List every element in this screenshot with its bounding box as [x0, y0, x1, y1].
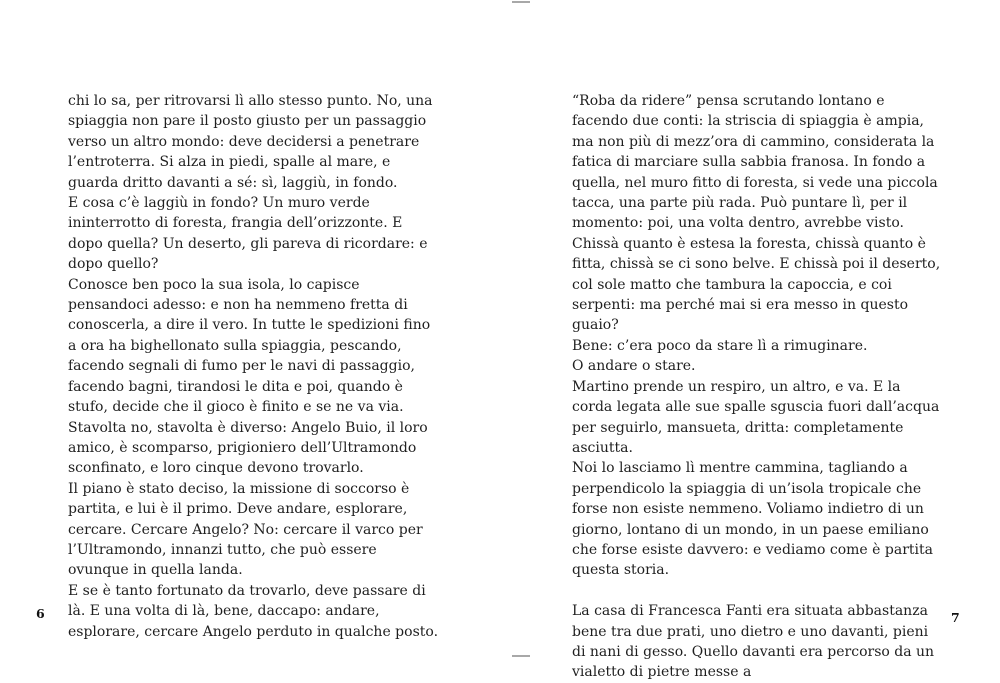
- trim-mark-top: [512, 1, 530, 3]
- paragraph: “Roba da ridere” pensa scrutando lontano e facendo due conti: la striscia di spiaggia è ampia, ma non più di mezz’ora di cammino, considerata la fatica di marciare sulla sabbia franosa. In fondo a quella, nel muro fitto di foresta, si vede una piccola tacca, una parte più rada. Può puntare lì, per il momento: poi, una volta dentro, avrebbe visto. Chissà quanto è estesa la foresta, chissà quanto è fitta, chissà se ci sono belve. E chissà poi il deserto, col sole matto che tambura la capoccia, e coi serpenti: ma perché mai si era messo in questo guaio?: [572, 93, 941, 334]
- paragraph: E se è tanto fortunato da trovarlo, deve passare di là. E una volta di là, bene, daccapo: andare, esplorare, cercare Angelo perduto in qualche posto.: [68, 582, 439, 640]
- paragraph: E cosa c’è laggiù in fondo? Un muro verde ininterrotto di foresta, frangia dell’orizzonte. E dopo quella? Un deserto, gli pareva di ricordare: e dopo quello?: [68, 195, 428, 273]
- left-page-text: [68, 91, 440, 642]
- paragraph: O andare o stare.: [572, 358, 696, 375]
- paragraph: Conosce ben poco la sua isola, lo capisce pensandoci adesso: e non ha nemmeno fretta di conoscerla, a dire il vero. In tutte le spedizioni fino a ora ha bighellonato sulla spiaggia, pescando, facendo segnali di fumo per le navi di passaggio, facendo bagni, tirandosi le dita e poi, quando è stufo, decide che il gioco è finito e se ne va via. Stavolta no, stavolta è diverso: Angelo Buio, il loro amico, è scomparso, prigioniero dell’Ultramondo sconfinato, e loro cinque devono trovarlo.: [68, 276, 431, 477]
- paragraph: La casa di Francesca Fanti era situata abbastanza bene tra due prati, uno dietro e uno davanti, pieni di nani di gesso. Quello davanti era percorso da un vialetto di pietre messe a: [572, 603, 935, 681]
- paragraph: Il piano è stato deciso, la missione di soccorso è partita, e lui è il primo. Deve andare, esplorare, cercare. Cercare Angelo? No: cercare il varco per l’Ultramondo, innanzi tutto, che può essere ovunque in quella landa.: [68, 480, 423, 579]
- paragraph: Noi lo lasciamo lì mentre cammina, tagliando a perpendicolo la spiaggia di un’isola tropicale che forse non esiste nemmeno. Voliamo indietro di un giorno, lontano di un mondo, in un paese emiliano che forse esiste davvero: e vediamo come è partita questa storia.: [572, 460, 933, 579]
- paragraph: Bene: c’era poco da stare lì a rimuginare.: [572, 337, 868, 354]
- right-page-text: [572, 91, 944, 683]
- page-number-left: 6: [36, 606, 45, 621]
- trim-mark-bottom: [512, 655, 530, 657]
- paragraph: [572, 581, 944, 601]
- paragraph: Martino prende un respiro, un altro, e va. E la corda legata alle sue spalle sguscia fuori dall’acqua per seguirlo, mansueta, dritta: completamente asciutta.: [572, 378, 940, 456]
- page-number-right: 7: [951, 610, 960, 625]
- paragraph: chi lo sa, per ritrovarsi lì allo stesso punto. No, una spiaggia non pare il posto giusto per un passaggio verso un altro mondo: deve decidersi a penetrare l’entroterra. Si alza in piedi, spalle al mare, e guarda dritto davanti a sé: sì, laggiù, in fondo.: [68, 93, 433, 191]
